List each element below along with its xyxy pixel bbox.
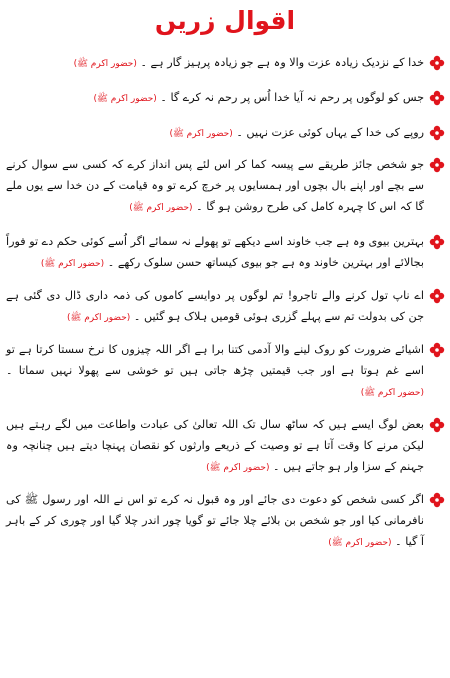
saying-attribution: (حضور اکرم ﷺ) [40,259,105,269]
saying-item [6,339,446,404]
saying-item [6,489,446,554]
saying-item [6,414,446,479]
flower-bullet-icon [429,157,445,173]
saying-text: بہترین بیوی وہ ہے جب خاوند اسے دیکھے تو پھولے نہ سمائے اگر اُسے کوئی حکم دے تو فوراً بجالائے اور بہترین خاوند وہ ہے جو بیوی کیساتھ حسن سلوک رکھے ۔ [6,235,424,269]
flower-bullet-icon [429,125,445,141]
flower-bullet-icon [429,234,445,250]
sayings-list [0,52,450,554]
saying-item [6,87,446,110]
saying-text: اشیائے ضرورت کو روک لینے والا آدمی کتنا برا ہے اگر اللہ چیزوں کا نرخ سستا کرتا ہے تو اسے غم ہوتا ہے اور جب قیمتیں چڑھ جاتی ہیں تو خوشی سے پھولا نہیں سماتا ۔ [6,343,424,377]
saying-item [6,52,446,75]
saying-attribution: (حضور اکرم ﷺ) [129,203,193,213]
flower-bullet-icon [429,90,445,106]
flower-bullet-icon [429,55,445,71]
saying-attribution: (حضور اکرم ﷺ) [66,313,131,323]
saying-item [6,122,446,145]
saying-text: اے ناپ تول کرنے والے تاجرو! تم لوگوں پر دوایسے کاموں کی ذمہ داری ڈال دی گئی ہے جن کی بدولت تم سے پہلے گزری ہوئی قومیں ہلاک ہو گئیں ۔ [6,289,424,323]
saying-item [6,285,446,329]
saying-attribution: (حضور اکرم ﷺ) [328,538,392,548]
page-title: اقوال زریں [154,6,296,35]
saying-text: جو شخص جائز طریقے سے پیسہ کما کر اس لئے پس انداز کرے کہ کسی سے سوال کرنے سے بچے اور اپنے بال بچوں اور ہمسایوں پر خرچ کرے تو وہ قیامت کے دن خدا سے یوں ملے گا کہ اس کا چہرہ کامل کی طرح روشن ہو گا ۔ [6,158,424,213]
saying-text: اگر کسی شخص کو دعوت دی جائے اور وہ قبول نہ کرے تو اس نے اللہ اور رسول ﷺ کی نافرمانی کیا اور جو شخص بن بلائے چلا جائے تو گویا چور اندر چلا گیا اور چوری کر کے باہر آ گیا ۔ [6,493,424,548]
saying-item [6,231,446,275]
saying-text: روپے کی خدا کے یہاں کوئی عزت نہیں ۔ [236,126,424,139]
saying-attribution: (حضور اکرم ﷺ) [169,129,233,139]
page [0,2,450,678]
saying-attribution: (حضور اکرم ﷺ) [73,59,137,69]
saying-item [6,154,446,219]
flower-bullet-icon [429,288,445,304]
saying-attribution: (حضور اکرم ﷺ) [206,463,270,473]
saying-text: خدا کے نزدیک زیادہ عزت والا وہ ہے جو زیادہ پرہیز گار ہے ۔ [140,56,424,69]
saying-text: بعض لوگ ایسے ہیں کہ ساٹھ سال تک اللہ تعالیٰ کی عبادت واطاعت میں لگے رہتے ہیں لیکن مرنے کا وقت آتا ہے تو وصیت کے ذریعے وارثوں کو نقصان پہنچا دیتے ہیں چنانچہ وہ جہنم کے سزا وار ہو جاتے ہیں ۔ [6,418,424,473]
flower-bullet-icon [429,492,445,508]
saying-attribution: (حضور اکرم ﷺ) [93,94,157,104]
flower-bullet-icon [429,417,445,433]
saying-text: جس کو لوگوں پر رحم نہ آیا خدا اُس پر رحم نہ کرے گا ۔ [160,91,424,104]
saying-attribution: (حضور اکرم ﷺ) [360,388,424,398]
flower-bullet-icon [429,342,445,358]
